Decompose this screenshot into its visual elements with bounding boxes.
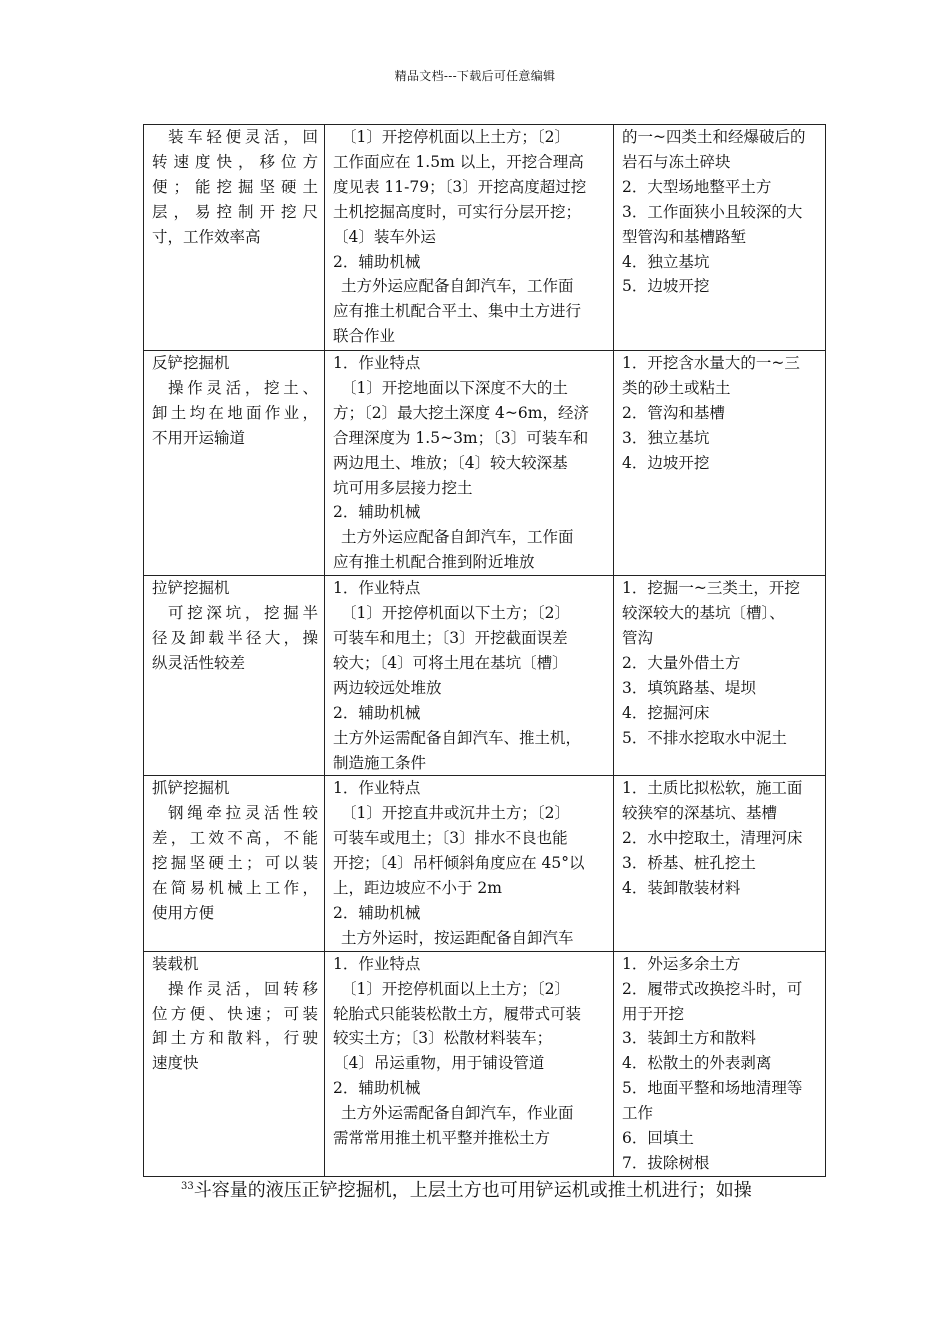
cell-line: 5．地面平整和场地清理等 [622,1079,803,1098]
cell-line: 装车轻便灵活，回 [168,128,318,146]
paragraph-text: 斗容量的液压正铲挖掘机，上层土方也可用铲运机或推土机进行；如操 [193,1180,752,1201]
features-cell [325,776,614,951]
features-cell [325,576,614,776]
cell-line: 操作灵活，回转移 [168,979,318,998]
applications-cell [614,125,826,351]
features-cell [325,351,614,576]
cell-line: 卸土方和散料，行驶 [152,1029,318,1048]
cell-line: 2．管沟和基槽 [622,403,725,422]
cell-line: 较实土方；〔3〕松散材料装车； [333,1029,553,1048]
cell-line: 3．工作面狭小且较深的大 [622,202,803,221]
cell-line: 较深较大的基坑〔槽〕、 [622,604,785,623]
cell-line: 装载机 [152,954,199,973]
excavator-table [143,124,826,1177]
cell-line: 2．大型场地整平土方 [622,177,772,196]
cell-line: 需常常用推土机平整并推松土方 [333,1129,551,1148]
cell-line: 应有推土机配合平土、集中土方进行 [333,302,582,321]
cell-line: 在简易机械上工作， [152,879,318,898]
table-row [144,351,826,576]
cell-line: 〔1〕开挖地面以下深度不大的土 [341,378,568,397]
cell-line: 可挖深坑，挖掘半 [168,604,318,623]
cell-line: 不用开运输道 [152,428,246,447]
cell-line: 1．土质比拟松软，施工面 [622,779,803,798]
table-row [144,951,826,1176]
body-paragraph [181,1176,752,1202]
cell-line: 坑可用多层接力挖土 [333,478,473,497]
cell-line: 1．挖掘一~三类土，开挖 [622,579,800,598]
cell-line: 土机挖掘高度时，可实行分层开挖； [333,202,582,221]
cell-line: 制造施工条件 [333,753,427,772]
cell-line: 操作灵活，挖土、 [168,378,318,397]
cell-line: 抓铲挖掘机 [152,779,230,798]
cell-line: 层，易控制开挖尺 [152,202,318,221]
cell-line: 两边甩土、堆放；〔4〕较大较深基 [333,453,568,472]
machine-cell [144,951,325,1176]
machine-cell [144,576,325,776]
cell-line: 钢绳牵拉灵活性较 [168,804,318,823]
cell-line: 7．拔除树根 [622,1154,710,1172]
cell-line: 4．装卸散装材料 [622,879,741,898]
cell-line: 3．桥基、桩孔挖土 [622,854,756,873]
cell-line: 5．不排水挖取水中泥土 [622,728,787,747]
cell-line: 拉铲挖掘机 [152,579,230,598]
cell-line: 岩石与冻土碎块 [622,152,731,171]
cell-line: 挖掘坚硬土；可以装 [152,854,318,873]
cell-line: 3．独立基坑 [622,428,710,447]
cell-line: 较狭窄的深基坑、基槽 [622,804,778,823]
features-cell [325,951,614,1176]
features-cell [325,125,614,351]
cell-line: 5．边坡开挖 [622,277,710,296]
cell-line: 2．辅助机械 [333,1079,421,1098]
cell-line: 管沟 [622,628,654,647]
cell-line: 径及卸载半径大，操 [152,628,318,647]
cell-line: 轮胎式只能装松散土方，履带式可装 [333,1004,582,1023]
cell-line: 速度快 [152,1054,199,1073]
cell-line: 使用方便 [152,903,215,922]
cell-line: 型管沟和基槽路堑 [622,227,747,246]
cell-line: 〔4〕装车外运 [333,227,436,246]
cell-line: 土方外运时，按运距配备自卸汽车 [341,928,574,947]
applications-cell [614,576,826,776]
cell-line: 〔1〕开挖停机面以下土方；〔2〕 [341,604,570,623]
cell-line: 上，距边坡应不小于 2m [333,879,502,898]
footnote-marker: 33 [181,1181,194,1192]
cell-line: 土方外运应配备自卸汽车，工作面 [341,528,574,547]
cell-line: 1．作业特点 [333,954,421,973]
machine-cell [144,125,325,351]
table-row [144,776,826,951]
cell-line: 反铲挖掘机 [152,354,230,372]
cell-line: 土方外运需配备自卸汽车、推土机， [333,728,582,747]
cell-line: 工作 [622,1104,654,1123]
cell-line: 2．水中挖取土，清理河床 [622,829,803,848]
cell-line: 可装车和甩土；〔3〕开挖截面误差 [333,628,568,647]
cell-line: 〔1〕开挖停机面以上土方；〔2〕 [341,979,570,998]
applications-cell [614,951,826,1176]
cell-line: 1．作业特点 [333,779,421,798]
cell-line: 〔1〕开挖直井或沉井土方；〔2〕 [341,804,570,823]
cell-line: 方；〔2〕最大挖土深度 4~6m，经济 [333,403,589,422]
cell-line: 工作面应在 1.5m 以上，开挖合理高 [333,152,584,171]
cell-line: 较大；〔4〕可将土甩在基坑〔槽〕 [333,653,568,672]
cell-line: 1．开挖含水量大的一~三 [622,354,800,372]
cell-line: 纵灵活性较差 [152,653,246,672]
cell-line: 差，工效不高，不能 [152,829,318,848]
cell-line: 4．独立基坑 [622,252,710,271]
page-header: 精品文档---下载后可任意编辑 [394,69,556,83]
cell-line: 1．作业特点 [333,354,421,372]
cell-line: 的一~四类土和经爆破后的 [622,128,806,146]
cell-line: 卸土均在地面作业， [152,403,318,422]
cell-line: 6．回填土 [622,1129,694,1148]
applications-cell [614,776,826,951]
table-row [144,125,826,351]
cell-line: 1．外运多余土方 [622,954,741,973]
cell-line: 两边较远处堆放 [333,678,442,697]
cell-line: 〔1〕开挖停机面以上土方；〔2〕 [341,128,570,146]
cell-line: 合理深度为 1.5~3m；〔3〕可装车和 [333,428,589,447]
cell-line: 4．挖掘河床 [622,703,710,722]
cell-line: 土方外运应配备自卸汽车，工作面 [341,277,574,296]
cell-line: 4．松散土的外表剥离 [622,1054,772,1073]
cell-line: 1．作业特点 [333,579,421,598]
table-row [144,576,826,776]
machine-cell [144,351,325,576]
cell-line: 用于开挖 [622,1004,685,1023]
cell-line: 2．辅助机械 [333,503,421,522]
cell-line: 度见表 11-79；〔3〕开挖高度超过挖 [333,177,587,196]
cell-line: 土方外运需配备自卸汽车，作业面 [341,1104,574,1123]
cell-line: 转速度快，移位方 [152,152,318,171]
cell-line: 便；能挖掘坚硬土 [152,177,318,196]
cell-line: 3．装卸土方和散料 [622,1029,756,1048]
machine-cell [144,776,325,951]
cell-line: 2．大量外借土方 [622,653,741,672]
cell-line: 应有推土机配合推到附近堆放 [333,553,535,572]
cell-line: 2．辅助机械 [333,252,421,271]
cell-line: 类的砂土或粘土 [622,378,731,397]
cell-line: 2．辅助机械 [333,703,421,722]
cell-line: 位方便、快速；可装 [152,1004,318,1023]
cell-line: 4．边坡开挖 [622,453,710,472]
cell-line: 2．辅助机械 [333,903,421,922]
cell-line: 可装车或甩土；〔3〕排水不良也能 [333,829,568,848]
applications-cell [614,351,826,576]
cell-line: 开挖；〔4〕吊杆倾斜角度应在 45°以 [333,854,585,873]
cell-line: 3．填筑路基、堤坝 [622,678,756,697]
cell-line: 寸，工作效率高 [152,227,261,246]
cell-line: 2．履带式改换挖斗时，可 [622,979,803,998]
cell-line: 联合作业 [333,327,396,346]
cell-line: 〔4〕吊运重物，用于铺设管道 [333,1054,545,1073]
